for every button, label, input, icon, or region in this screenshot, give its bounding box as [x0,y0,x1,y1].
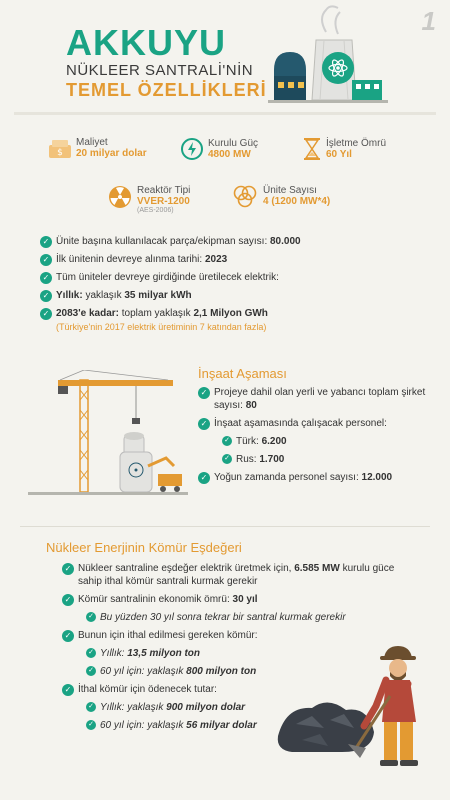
units-value: 4 (1200 MW*4) [263,196,331,207]
stat-lifetime-value: 60 Yıl [326,149,352,160]
list-item: ✓ Yıllık: yaklaşık 35 milyar kWh [40,289,430,302]
list-item: ✓ Bunun için ithal edilmesi gereken kömür: [62,629,402,642]
check-icon: ✓ [198,387,210,399]
check-icon: ✓ [40,236,52,248]
nuclear-plant-illustration [268,4,388,114]
list-item: ✓ Rus: 1.700 [222,453,430,466]
construction-crane-illustration [28,370,188,500]
stat-cost-label: Maliyet [76,137,108,148]
radiation-icon [108,185,132,209]
check-icon: ✓ [40,254,52,266]
reactor-label: Reaktör Tipi [137,185,191,196]
check-icon: ✓ [86,720,96,730]
stat-cost-value: 20 milyar dolar [76,148,147,159]
list-item: ✓ Projeye dahil olan yerli ve yabancı toplam şirket sayısı: 80 [198,386,430,412]
check-icon: ✓ [40,272,52,284]
page-number: 1 [421,6,436,36]
list-item: ✓ 2083'e kadar: toplam yaklaşık 2,1 Milyon GWh [40,307,430,320]
check-icon: ✓ [62,594,74,606]
list-item: ✓ İnşaat aşamasında çalışacak personel: [198,417,430,430]
money-icon [48,137,72,159]
list-item: ✓ Nükleer santraline eşdeğer elektrik üretmek için, 6.585 MW kurulu güce sahip ithal kömür santrali kurmak gerekir [62,562,402,588]
facts-note: (Türkiye'nin 2017 elektrik üretiminin 7 katından fazla) [56,322,267,332]
stat-power-label: Kurulu Güç [208,138,259,149]
title-divider [14,112,436,115]
list-item: ✓ Tüm üniteler devreye girdiğinde üretilecek elektrik: [40,271,430,284]
page-title: AKKUYU [66,22,227,63]
list-item: ✓ Yıllık: 13,5 milyon ton [86,647,402,660]
list-item: ✓ 60 yıl için: yaklaşık 56 milyar dolar [86,719,402,732]
reactor-sub: (AES-2006) [137,207,174,214]
check-icon: ✓ [198,472,210,484]
list-item: ✓ Türk: 6.200 [222,435,430,448]
check-icon: ✓ [40,308,52,320]
check-icon: ✓ [62,630,74,642]
page-subtitle: NÜKLEER SANTRALİ'NİN [66,62,254,79]
reactor-value: VVER-1200 [137,196,190,207]
stat-lifetime-label: İşletme Ömrü [326,138,387,149]
power-icon [180,137,204,161]
check-icon: ✓ [222,454,232,464]
check-icon: ✓ [86,612,96,622]
list-item: ✓ İthal kömür için ödenecek tutar: [62,683,402,696]
list-item: ✓ Kömür santralinin ekonomik ömrü: 30 yıl [62,593,402,606]
page-subtitle-2: TEMEL ÖZELLİKLERİ [66,80,267,100]
check-icon: ✓ [62,684,74,696]
check-icon: ✓ [62,563,74,575]
stat-power [180,137,258,161]
list-item: ✓ Yıllık: yaklaşık 900 milyon dolar [86,701,402,714]
check-icon: ✓ [86,666,96,676]
units-label: Ünite Sayısı [263,185,317,196]
coal-title: Nükleer Enerjinin Kömür Eşdeğeri [46,540,242,555]
construction-title: İnşaat Aşaması [198,366,287,381]
coal-miner-illustration [272,636,442,776]
stat-lifetime [302,137,386,161]
check-icon: ✓ [198,418,210,430]
check-icon: ✓ [222,436,232,446]
check-icon: ✓ [86,648,96,658]
list-item: ✓ İlk ünitenin devreye alınma tarihi: 2023 [40,253,430,266]
list-item: ✓ Ünite başına kullanılacak parça/ekipman sayısı: 80.000 [40,235,430,248]
hourglass-icon [302,137,322,161]
list-item: ✓ Yoğun zamanda personel sayısı: 12.000 [198,471,430,484]
units-icon [232,185,258,209]
facts-list [40,235,430,336]
stat-power-value: 4800 MW [208,149,251,160]
section-divider [20,526,430,527]
construction-list [198,386,430,489]
unit-count [232,185,330,209]
check-icon: ✓ [86,702,96,712]
check-icon: ✓ [40,290,52,302]
reactor-type [108,185,190,214]
list-item: ✓ 60 yıl için: yaklaşık 800 milyon ton [86,665,402,678]
svg-text:$: $ [57,148,63,158]
stat-cost [48,137,147,159]
list-item: ✓ Bu yüzden 30 yıl sonra tekrar bir santral kurmak gerekir [86,611,402,624]
